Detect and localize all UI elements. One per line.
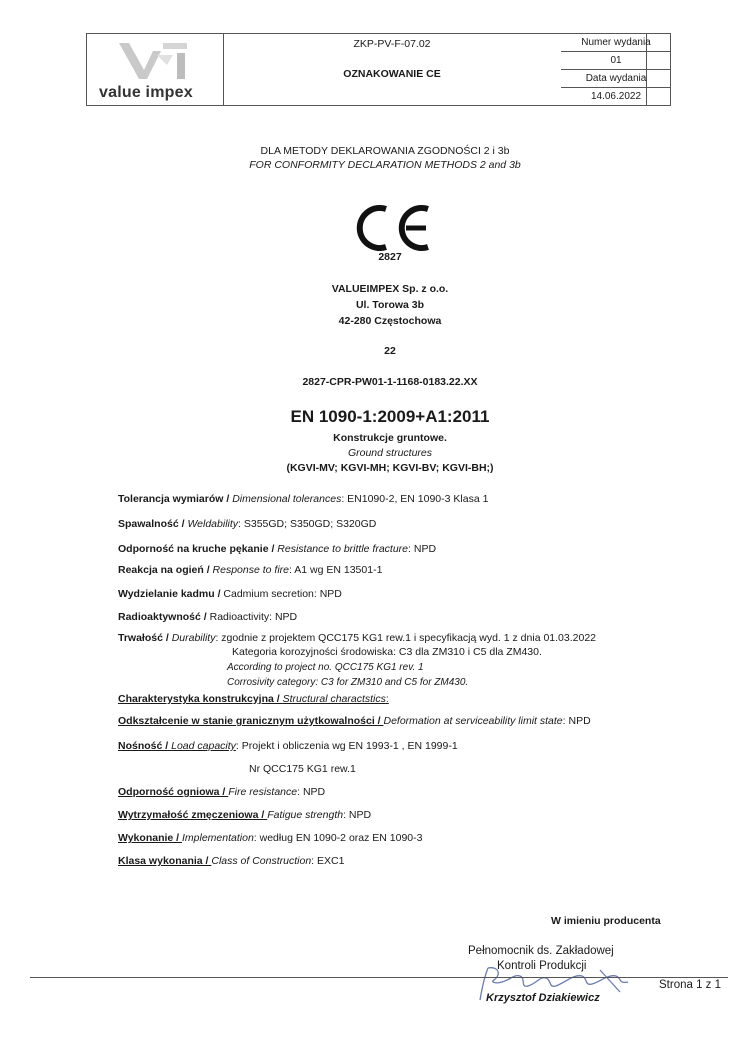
signatory-name: Krzysztof Dziakiewicz <box>486 992 600 1004</box>
page-number: Strona 1 z 1 <box>659 979 722 991</box>
product-models: (KGVI-MV; KGVI-MH; KGVI-BV; KGVI-BH;) <box>286 462 494 474</box>
issue-date: 14.06.2022 <box>590 91 642 102</box>
doc-title: OZNAKOWANIE CE <box>343 68 441 80</box>
durability-corrosion-pl: Kategoria korozyjności środowiska: C3 dla ZM310 i C5 dla ZM430. <box>232 646 542 658</box>
notified-body-number: 2827 <box>378 251 402 263</box>
issue-number-label: Numer wydania <box>561 34 671 52</box>
property-row: Odporność na kruche pękanie / Resistance to brittle fracture: NPD <box>118 543 437 555</box>
structural-row: Wykonanie / Implementation: według EN 1090-2 oraz EN 1090-3 <box>118 832 423 844</box>
durability-corrosion-en: Corrosivity category: C3 for ZM310 and C5 for ZM430. <box>227 677 469 688</box>
signature-role-line2: Kontroli Produkcji <box>497 960 587 972</box>
year: 22 <box>384 345 396 357</box>
header-issue-info <box>561 34 671 105</box>
issue-number: 01 <box>561 52 671 70</box>
signature-role-line1: Pełnomocnik ds. Zakładowej <box>468 945 614 957</box>
product-pl: Konstrukcje gruntowe. <box>333 432 447 444</box>
product-en: Ground structures <box>347 447 433 459</box>
structural-row: Wytrzymałość zmęczeniowa / Fatigue strength: NPD <box>118 809 372 821</box>
structural-row: Odporność ogniowa / Fire resistance: NPD <box>118 786 326 798</box>
property-row: Wydzielanie kadmu / Cadmium secretion: NPD <box>118 588 342 600</box>
company-name: VALUEIMPEX Sp. z o.o. <box>331 283 449 295</box>
doc-code: ZKP-PV-F-07.02 <box>353 38 431 50</box>
intro-en: FOR CONFORMITY DECLARATION METHODS 2 and 3b <box>249 159 521 171</box>
certificate-number: 2827-CPR-PW01-1-1168-0183.22.XX <box>302 376 478 388</box>
structural-row: Klasa wykonania / Class of Construction: EXC1 <box>118 855 345 867</box>
ce-mark-icon <box>350 204 434 252</box>
issue-date-label: Data wydania <box>561 70 671 88</box>
intro-pl: DLA METODY DEKLAROWANIA ZGODNOŚCI 2 i 3b <box>260 145 510 157</box>
on-behalf-label: W imieniu producenta <box>551 915 661 927</box>
structural-row: Odkształcenie w stanie granicznym użytkowalności / Deformation at serviceability limit state: NPD <box>118 715 591 727</box>
standard-code: EN 1090-1:2009+A1:2011 <box>290 407 490 426</box>
property-row: Spawalność / Weldability: S355GD; S350GD; S320GD <box>118 518 377 530</box>
logo-cell <box>87 34 224 105</box>
property-row: Radioaktywność / Radioactivity: NPD <box>118 611 298 623</box>
header-table <box>86 33 671 106</box>
property-row: Tolerancja wymiarów / Dimensional tolerances: EN1090-2, EN 1090-3 Klasa 1 <box>118 493 489 505</box>
structural-row: Nośność / Load capacity: Projekt i obliczenia wg EN 1993-1 , EN 1999-1 <box>118 740 458 752</box>
company-street: Ul. Torowa 3b <box>355 299 425 311</box>
structural-heading: Charakterystyka konstrukcyjna / Structural charactstics: <box>118 693 389 705</box>
company-logo-text: value impex <box>99 84 193 101</box>
footer-divider <box>30 977 728 978</box>
property-row: Trwałość / Durability: zgodnie z projektem QCC175 KG1 rew.1 i specyfikacją wyd. 1 z dnia 01.03.2022 <box>118 632 597 644</box>
durability-project-en: According to project no. QCC175 KG1 rev. 1 <box>227 662 424 673</box>
load-capacity-extra: Nr QCC175 KG1 rew.1 <box>249 763 356 775</box>
company-logo-icon <box>117 39 195 83</box>
property-row: Reakcja na ogień / Response to fire: A1 wg EN 13501-1 <box>118 564 383 576</box>
company-city: 42-280 Częstochowa <box>338 315 442 327</box>
